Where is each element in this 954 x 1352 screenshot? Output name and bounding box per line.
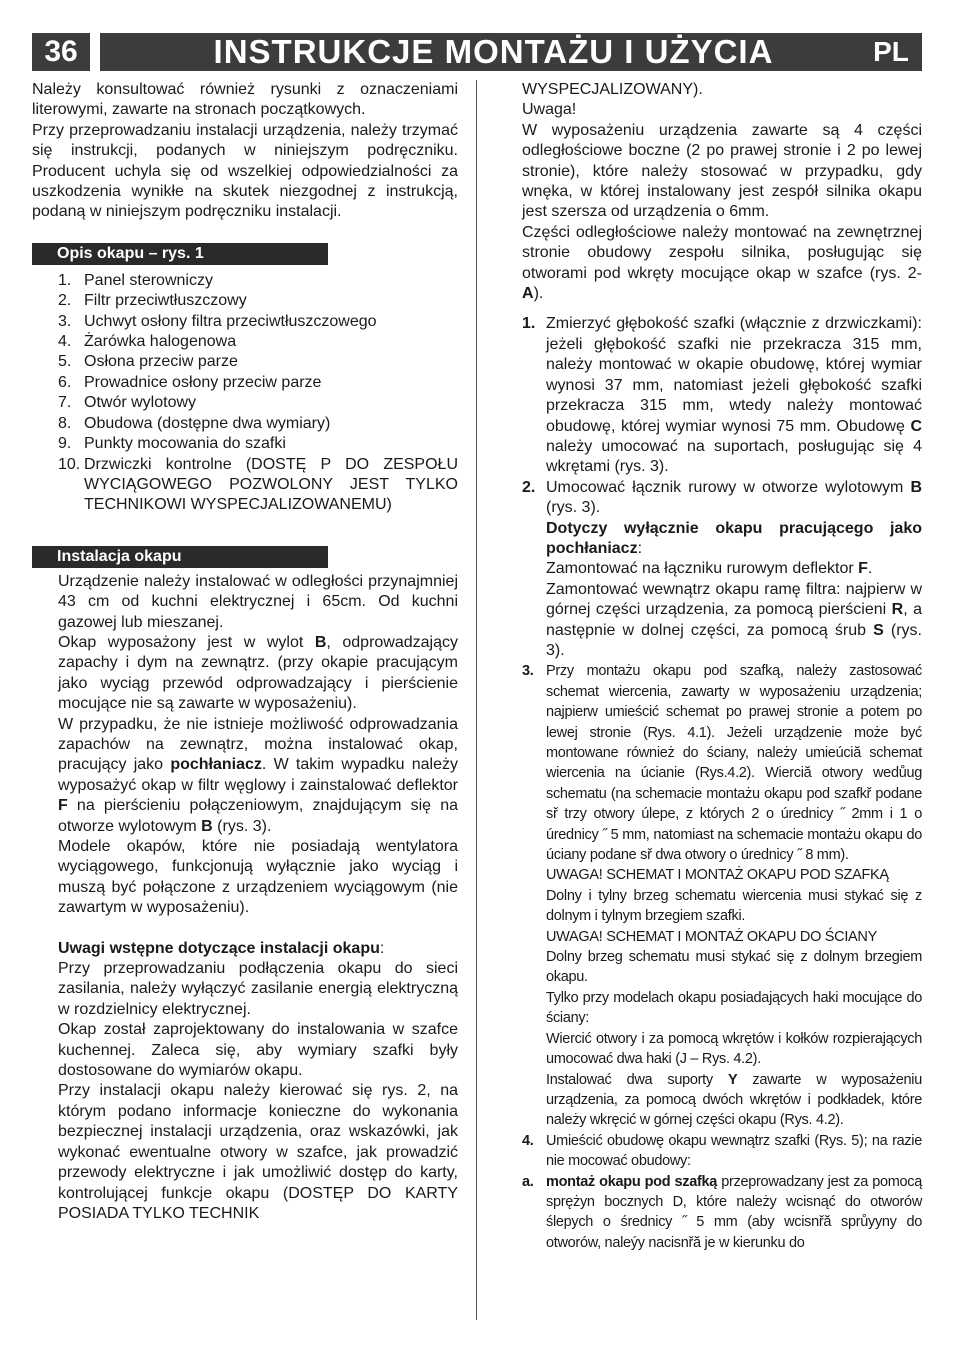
list-item: 3. Uchwyt osłony filtra przeciwtłuszczowego [58,312,377,330]
warning-label: Uwaga! [522,101,577,119]
intro-paragraph: Należy konsultować również rysunki z oznaczeniami literowymi, zawarte na stronach początkowych. [32,81,458,119]
paragraph: Modele okapów, które nie posiadają wentylatora wyciągowego, funkcjonują wyłącznie jako wyciąg i muszą być połączone z urządzeniem wyciągowym (nie zawartym w wyposażeniu). [58,838,458,917]
paragraph: Okap wyposażony jest w wylot B, odprowadzający zapachy i dym na zewnątrz. (przy okapie pracującym jako wyciąg przewód odprowadzający i pierścienie mocujące nie są zawarte w wyposażeniu). [58,633,459,713]
list-item: 10. Drzwiczki kontrolne (DOSTĘ P DO ZESPOŁU WYCIĄGOWEGO POZWOLONY JEST TYLKO TECHNIKOWI WYSPECJALIZOWANEMU) [58,455,458,514]
paragraph: Urządzenie należy instalować w odległości przynajmniej 43 cm od kuchni elektrycznej i 65cm. Od kuchni gazowej lub mieszanej. [58,572,458,631]
paragraph: W przypadku, że nie istnieje możliwość odprowadzania zapachów na zewnątrz, można instalować okap, pracujący jako pochłaniacz. W takim wypadku należy wyposażyć okap w filtr węglowy i zainstalować deflektor F na pierścieniu połączeniowym, znajdującym się na otworze wylotowym B (rys. 3). [58,715,459,835]
list-item: 8. Obudowa (dostępne dwa wymiary) [58,414,331,432]
list-item: 2. Filtr przeciwtłuszczowy [58,292,247,310]
page-number: 36 [32,33,90,71]
paragraph: Okap został zaprojektowany do instalowania w szafce kuchennej. Zaleca się, aby wymiary szafki były dostosowane do wymiarów okapu. [58,1021,458,1080]
parts-list [32,271,458,516]
list-item: 4. Żarówka halogenowa [58,333,237,351]
right-column [522,80,922,1253]
step-1: 1. Zmierzyć głębokość szafki (włącznie z drzwiczkami): jeżeli głębokość szafki nie przekracza 315 mm, należy montować w okapie obudowę, której wymiar wynosi 37 mm, natomiast jeżeli głębokość szafki przekracza 315 mm, wtedy należy montować obudowę, której wymiar wynosi 75 mm. Obudowę C należy umocować na suportach, posługując się 4 wkrętami (rys. 3). [522,315,922,476]
page-title: INSTRUKCJE MONTAŻU I UŻYCIA [100,33,887,71]
paragraph: Przy przeprowadzaniu podłączenia okapu do sieci zasilania, należy wyłączyć zasilanie energią elektryczną w rozdzielnicy elektrycznej. [58,960,458,1018]
step-3: 3. Przy montażu okapu pod szafką, należy zastosować schemat wiercenia, zawarty w wyposażeniu urządzenia; najpierw umieścić schemat po prawej stronie a potem po lewej stronie (Rys. 4.1). Jeżeli urządzenie może być montowane również do ściany, należy umieúciă schemat wiercenia na úcianie (Rys.4.2). Wierciă otwory wedůug schematu (na schemacie montażu okapu pod szafkř podane sř trzy otwory úlepe, z których 2 o úrednicy ˝ 2mm i 1 o úrednicy ˝ 5 mm, natomiast na schemacie montażu okapu do úciany podane sř dwa otwory o úrednicy ˝ 8 mm). UWAGA! SCHEMAT I MONTAŻ OKAPU POD SZAFKĄ Dolny i tylny brzeg schematu wiercenia musi stykać się z dolnym i tylnym brzegiem szafki. UWAGA! SCHEMAT I MONTAŻ OKAPU DO ŚCIANY Dolny brzeg schematu musi stykać się z dolnym brzegiem okapu. Tylko przy modelach okapu posiadających haki mocujące do ściany: Wiercić otwory i za pomocą wkrętów i kołków rozpierających umocować dwa haki (J – Rys. 4.2). Instalować dwa suporty Y zawarte w wyposażeniu urządzenia, za pomocą dwóch wkrętów i podkładek, które należy wkręcić w górnej części okapu (Rys. 4.2). [522,663,922,1129]
list-item: 5. Osłona przeciw parze [58,353,238,371]
paragraph: WYSPECJALIZOWANY). [522,81,703,98]
list-item: 7. Otwór wylotowy [58,394,197,412]
list-item: 6. Prowadnice osłony przeciw parze [58,373,322,391]
paragraph: Części odległościowe należy montować na zewnętrznej stronie obudowy zespołu silnika, posługując się otworami pod wkręty mocujące okap w szafce (rys. 2-A). [522,223,922,303]
section-heading-installation: Instalacja okapu [32,546,328,568]
intro-paragraph: Przy przeprowadzaniu instalacji urządzenia, należy trzymać się instrukcji, podanych w niniejszym podręczniku. Producent uchyla się od wszelkiej odpowiedzialności za uszkodzenia wynikłe na skutek niezgodnej z instrukcją, podaną w niniejszym podręczniku instalacji. [32,121,458,221]
list-item: 9. Punkty mocowania do szafki [58,435,286,453]
paragraph: W wyposażeniu urządzenia zawarte są 4 części odległościowe boczne (2 po prawej stronie i 2 po lewej stronie), które należy stosować w przypadku, gdy wnęka, w której instalowany jest zespół silnika okapu jest szersza od urządzenia o 6mm. [522,121,922,221]
notes-heading: Uwagi wstępne dotyczące instalacji okapu: [58,939,385,957]
section-heading-hood-description: Opis okapu – rys. 1 [32,243,328,265]
paragraph: Przy instalacji okapu należy kierować się rys. 2, na którym podano informacje konieczne do wykonania bezpiecznej instalacji urządzenia, oraz wskazówki, jak wykonać ewentualne otwory w szafce, jak prowadzić przewody elektryczne i jak umożliwić dostęp do karty, kontrolującej funkcje okapu (DOSTĘP DO KARTY POSIADA TYLKO TECHNIK [58,1082,458,1222]
step-a: a. montaż okapu pod szafką przeprowadzany jest za pomocą sprężyn bocznych D, które należy wcisnąć do otworów ślepych o średnicy ˝ 5 mm (aby wcisnřă sprůyyny do otworów, naleýy nacisnřă je w kierunku do [522,1173,922,1251]
installation-text [32,572,458,1225]
left-column [32,80,458,1224]
list-item: 1. Panel sterowniczy [58,271,213,289]
step-2: 2. Umocować łącznik rurowy w otworze wylotowym B (rys. 3). Dotyczy wyłącznie okapu pracującego jako pochłaniacz: Zamontować na łączniku rurowym deflektor F. Zamontować wewnątrz okapu ramę filtra: najpierw w górnej części urządzenia, za pomocą pierścieni R, a następnie w dolnej części, za pomocą śrub S (rys. 3). [522,478,923,659]
language-badge: PL [860,33,922,71]
column-divider [476,80,477,1320]
page-header [32,33,922,71]
step-4: 4. Umieścić obudowę okapu wewnątrz szafki (Rys. 5); na razie nie mocować obudowy: [522,1132,922,1170]
